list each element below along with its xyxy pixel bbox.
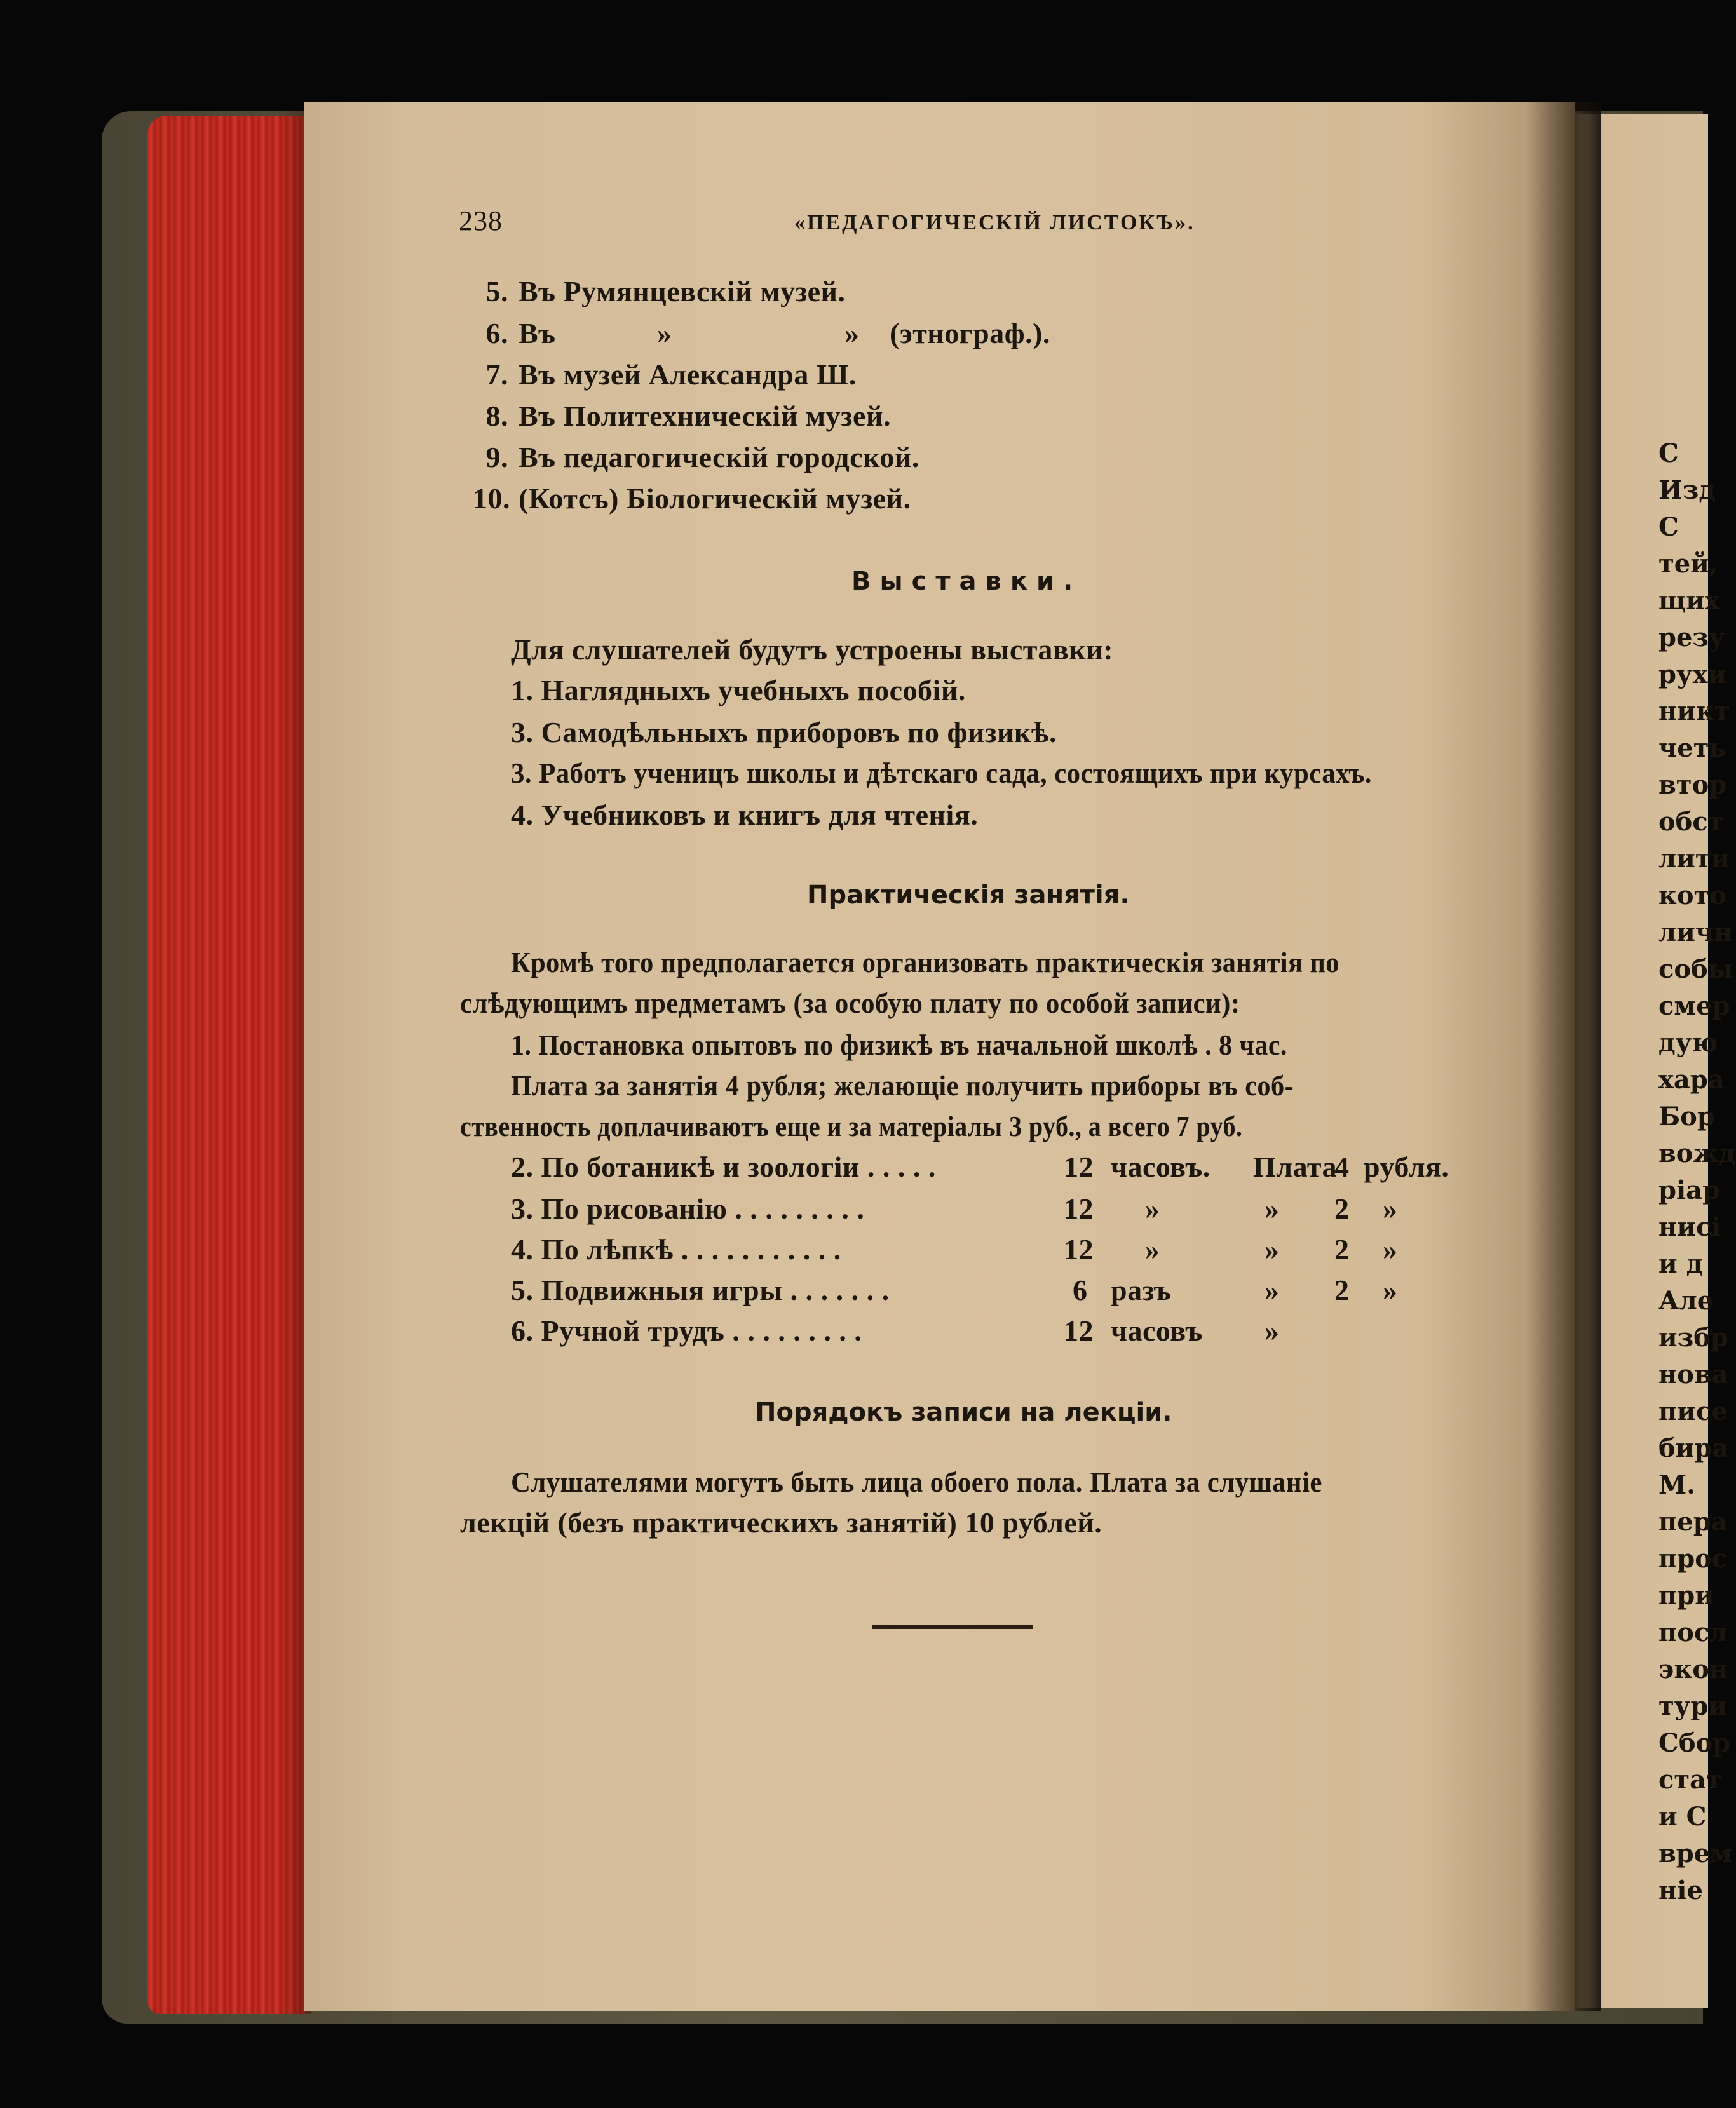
running-title: «ПЕДАГОГИЧЕСКІЙ ЛИСТОКЪ».: [794, 211, 1195, 234]
fragment: обст: [1658, 807, 1724, 837]
fragment: Але: [1658, 1286, 1714, 1316]
fragment: ріар: [1658, 1175, 1721, 1205]
fragment: нова: [1658, 1360, 1728, 1389]
list-item: 5. Въ Румянцевскій музей.: [485, 275, 846, 307]
fragment: щих: [1658, 586, 1720, 616]
fragment: тури: [1658, 1691, 1728, 1721]
fragment: резу: [1658, 623, 1725, 652]
fragment: избр: [1658, 1323, 1728, 1353]
fragment: Бор: [1658, 1102, 1715, 1132]
list-item: 10. (Котсъ) Біологическій музей.: [473, 482, 911, 515]
list-item: 7. Въ музей Александра Ш.: [485, 358, 857, 391]
section-title-registration: Порядокъ записи на лекціи.: [755, 1398, 1172, 1427]
list-item: 1. Постановка опытовъ по физикѣ въ начальной школѣ . 8 час.: [511, 1029, 1287, 1061]
page-number: 238: [459, 205, 503, 236]
paragraph-line: Кромѣ того предполагается организовать практическія занятія по: [511, 946, 1339, 978]
list-item: 8. Въ Политехническій музей.: [485, 400, 891, 432]
fragment: бира: [1658, 1433, 1729, 1463]
paragraph-line: Слушателями могутъ быть лица обоего пола. Плата за слушаніе: [511, 1466, 1322, 1498]
fragment: дую: [1658, 1028, 1718, 1058]
fragment: и С: [1658, 1802, 1707, 1832]
fragment: тей,: [1658, 549, 1718, 579]
fragment: лити: [1658, 844, 1730, 874]
list-item: 4. Учебниковъ и книгъ для чтенія.: [511, 799, 979, 831]
section-title-practical: Практическія занятія.: [807, 881, 1130, 910]
fragment: втор: [1658, 770, 1727, 800]
fragment: С: [1658, 438, 1679, 468]
fragment: М.: [1658, 1470, 1696, 1500]
section-title-exhibitions: Выставки.: [851, 567, 1082, 596]
fragment: посл: [1658, 1618, 1728, 1647]
table-row: 2. По ботаникѣ и зоологіи . . . . . 12 часовъ. Плата 4 рубля.: [511, 1151, 1449, 1183]
exhibitions-intro: Для слушателей будутъ устроены выставки:: [511, 633, 1114, 666]
fragment: при: [1658, 1581, 1714, 1611]
fragment: нисі: [1658, 1212, 1721, 1242]
list-item: 1. Наглядныхъ учебныхъ пособій.: [511, 674, 966, 706]
fragment: экон: [1658, 1654, 1728, 1684]
fragment: собы: [1658, 954, 1733, 984]
table-row: 4. По лѣпкѣ . . . . . . . . . . . 12 » » 2 »: [511, 1233, 1398, 1266]
gutter-shadow: [1525, 102, 1601, 2011]
fragment: С: [1658, 512, 1679, 542]
fragment: Изд: [1658, 475, 1716, 505]
fragment: никт: [1658, 696, 1730, 726]
fragment: смер: [1658, 991, 1730, 1021]
fragment: ніе: [1658, 1875, 1703, 1905]
fragment: личн: [1658, 917, 1733, 947]
list-item: 3. Самодѣльныхъ приборовъ по физикѣ.: [511, 716, 1057, 748]
table-row: 6. Ручной трудъ . . . . . . . . . 12 часовъ »: [511, 1314, 1280, 1347]
list-item: 3. Работъ ученицъ школы и дѣтскаго сада, состоящихъ при курсахъ.: [511, 757, 1372, 789]
fragment: прос: [1658, 1544, 1728, 1574]
paragraph-line: ственность доплачиваютъ еще и за матеріалы 3 руб., а всего 7 руб.: [460, 1110, 1243, 1142]
table-row: 5. Подвижныя игры . . . . . . . 6 разъ » 2 »: [511, 1274, 1398, 1306]
table-row: 3. По рисованію . . . . . . . . . 12 » » 2 »: [511, 1193, 1398, 1225]
list-item: 9. Въ педагогическій городской.: [485, 441, 919, 473]
fragment: рухи: [1658, 659, 1727, 689]
fragment: Сбор: [1658, 1728, 1731, 1758]
fragment: хара: [1658, 1065, 1725, 1095]
fragment: и д: [1658, 1249, 1704, 1279]
paragraph-line: Плата за занятія 4 рубля; желающіе получить приборы въ соб-: [511, 1069, 1294, 1102]
fragment: вожд: [1658, 1138, 1736, 1168]
paragraph-line: слѣдующимъ предметамъ (за особую плату по особой записи):: [460, 987, 1240, 1019]
list-item: 6. Въ » » (этнограф.).: [485, 317, 1050, 349]
fragment: четь: [1658, 733, 1726, 763]
fragment: пера: [1658, 1507, 1728, 1537]
fragment: стат: [1658, 1765, 1722, 1795]
fragment: кото: [1658, 881, 1727, 910]
fragment: врем: [1658, 1839, 1732, 1868]
paragraph-line: лекцій (безъ практическихъ занятій) 10 рублей.: [460, 1506, 1102, 1539]
end-rule: [872, 1625, 1033, 1629]
fragment: писе: [1658, 1396, 1728, 1426]
